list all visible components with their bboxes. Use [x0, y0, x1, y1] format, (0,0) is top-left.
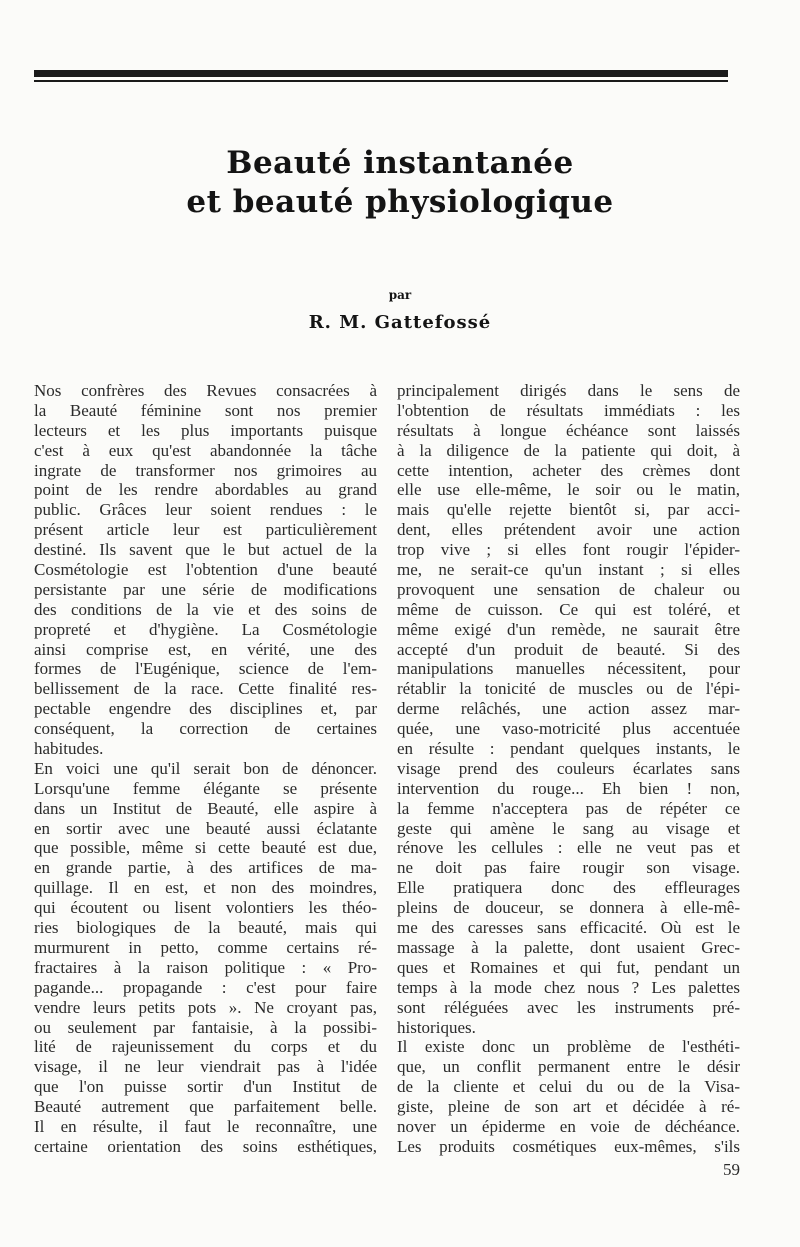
text-line: temps à la mode chez nous ? Les palettes — [397, 977, 740, 997]
text-line: bellissement de la race. Cette finalité res- — [34, 679, 377, 699]
text-line: de la cliente et celui du ou de la Visa- — [397, 1077, 740, 1097]
text-line: destiné. Ils savent que le but actuel de la — [34, 540, 377, 560]
text-line: En voici une qu'il serait bon de dénoncer. — [34, 758, 377, 778]
text-line: vendre leurs petits pots ». Ne croyant pas, — [34, 997, 377, 1017]
text-line: trop vive ; si elles font rougir l'épider- — [397, 540, 740, 560]
text-line: ries biologiques de la beauté, mais qui — [34, 918, 377, 938]
text-line: geste qui amène le sang au visage et — [397, 818, 740, 838]
article-title-line-1: Beauté instantanée — [226, 145, 574, 181]
text-line: nover un épiderme en voie de déchéance. — [397, 1116, 740, 1136]
text-line: massage à la palette, dont usaient Grec- — [397, 937, 740, 957]
text-line: intervention du rouge... Eh bien ! non, — [397, 778, 740, 798]
text-line: ingrate de transformer nos grimoires au — [34, 460, 377, 480]
text-line: quée, une vaso-motricité plus accentuée — [397, 719, 740, 739]
text-line: mais qu'elle rejette bientôt si, par acci- — [397, 500, 740, 520]
text-line: visage, il ne leur viendrait pas à l'idée — [34, 1057, 377, 1077]
text-line: l'obtention de résultats immédiats : les — [397, 400, 740, 420]
text-line: ques et Romaines et qui fut, pendant un — [397, 957, 740, 977]
text-line: propreté et d'hygiène. La Cosmétologie — [34, 619, 377, 639]
text-line: résultats à longue échéance sont laissés — [397, 420, 740, 440]
text-line: pectable engendre des disciplines et, par — [34, 699, 377, 719]
text-line: à la diligence de la patiente qui doit, à — [397, 440, 740, 460]
text-line: que l'on puisse sortir d'un Institut de — [34, 1077, 377, 1097]
text-line: que possible, même si cette beauté est due, — [34, 838, 377, 858]
text-line: présent article leur est particulièrement — [34, 520, 377, 540]
text-line: provoquent une sensation de chaleur ou — [397, 579, 740, 599]
text-line: persistante par une série de modifications — [34, 579, 377, 599]
text-line: Nos confrères des Revues consacrées à — [34, 381, 377, 400]
article-title-line-2: et beauté physiologique — [186, 184, 614, 220]
text-line: ne doit pas faire rougir son visage. — [397, 858, 740, 878]
text-line: la femme n'acceptera pas de répéter ce — [397, 798, 740, 818]
text-line: pleins de douceur, se donnera à elle-mê- — [397, 898, 740, 918]
text-line: même de cuisson. Ce qui est toléré, et — [397, 599, 740, 619]
header-rule-thick — [34, 70, 728, 77]
text-line: des conditions de la vie et des soins de — [34, 599, 377, 619]
text-line: quillage. Il en est, et non des moindres, — [34, 878, 377, 898]
text-line: Les produits cosmétiques eux-mêmes, s'ils — [397, 1136, 740, 1156]
page-number: 59 — [723, 1160, 740, 1179]
text-line: ou seulement par fantaisie, à la possibi- — [34, 1017, 377, 1037]
text-column-left — [34, 381, 377, 1157]
text-line: manipulations manuelles nécessitent, pour — [397, 659, 740, 679]
text-line: Il en résulte, il faut le reconnaître, une — [34, 1116, 377, 1136]
text-line: Elle pratiquera donc des effleurages — [397, 878, 740, 898]
text-line: Cosmétologie est l'obtention d'une beauté — [34, 560, 377, 580]
text-line: qui écoutent ou lisent volontiers les théo- — [34, 898, 377, 918]
text-line: formes de l'Eugénique, science de l'em- — [34, 659, 377, 679]
text-line: en grande partie, à des artifices de ma- — [34, 858, 377, 878]
text-line: fractaires à la raison politique : « Pro- — [34, 957, 377, 977]
text-line: accepté d'un produit de beauté. Si des — [397, 639, 740, 659]
byline-prefix: par — [388, 288, 412, 302]
text-line: Il existe donc un problème de l'esthéti- — [397, 1037, 740, 1057]
text-line: point de les rendre abordables au grand — [34, 480, 377, 500]
text-line: historiques. — [397, 1017, 476, 1037]
text-line: dans un Institut de Beauté, elle aspire à — [34, 798, 377, 818]
text-line: murmurent in petto, comme certains ré- — [34, 937, 377, 957]
text-line: me, ne serait-ce qu'un instant ; si elles — [397, 560, 740, 580]
text-line: Beauté autrement que parfaitement belle. — [34, 1097, 377, 1117]
text-line: lité de rajeunissement du corps et du — [34, 1037, 377, 1057]
text-line: derme relâchés, une action assez mar- — [397, 699, 740, 719]
text-line: cette intention, acheter des crèmes dont — [397, 460, 740, 480]
text-line: certaine orientation des soins esthétiques, — [34, 1136, 377, 1156]
text-line: visage prend des couleurs écarlates sans — [397, 758, 740, 778]
text-line: me des caresses sans efficacité. Où est le — [397, 918, 740, 938]
text-line: sont réléguées avec les instruments pré- — [397, 997, 740, 1017]
text-line: pagande... propagande : c'est pour faire — [34, 977, 377, 997]
author-name: R. M. Gattefossé — [308, 312, 492, 333]
text-line: elle use elle-même, le soir ou le matin, — [397, 480, 740, 500]
text-line: même exigé d'un remède, ne saurait être — [397, 619, 740, 639]
text-line: lecteurs et les plus importants puisque — [34, 420, 377, 440]
text-line: c'est à eux qu'est abandonnée la tâche — [34, 440, 377, 460]
text-line: principalement dirigés dans le sens de — [397, 381, 740, 400]
text-line: conséquent, la correction de certaines — [34, 719, 377, 739]
text-line: giste, pleine de son art et décidée à ré- — [397, 1097, 740, 1117]
text-line: en sortir avec une beauté aussi éclatante — [34, 818, 377, 838]
text-line: rénove les cellules : elle ne veut pas et — [397, 838, 740, 858]
text-line: en résulte : pendant quelques instants, le — [397, 739, 740, 759]
text-line: rétablir la tonicité de muscles ou de l'épi- — [397, 679, 740, 699]
header-rule-thin — [34, 80, 728, 82]
text-line: public. Grâces leur soient rendues : le — [34, 500, 377, 520]
text-line: que, un conflit permanent entre le désir — [397, 1057, 740, 1077]
text-line: dent, elles prétendent avoir une action — [397, 520, 740, 540]
text-line: habitudes. — [34, 739, 104, 759]
text-line: la Beauté féminine sont nos premier — [34, 400, 377, 420]
text-column-right — [397, 381, 740, 1157]
text-line: ainsi comprise est, en vérité, une des — [34, 639, 377, 659]
text-line: Lorsqu'une femme élégante se présente — [34, 778, 377, 798]
